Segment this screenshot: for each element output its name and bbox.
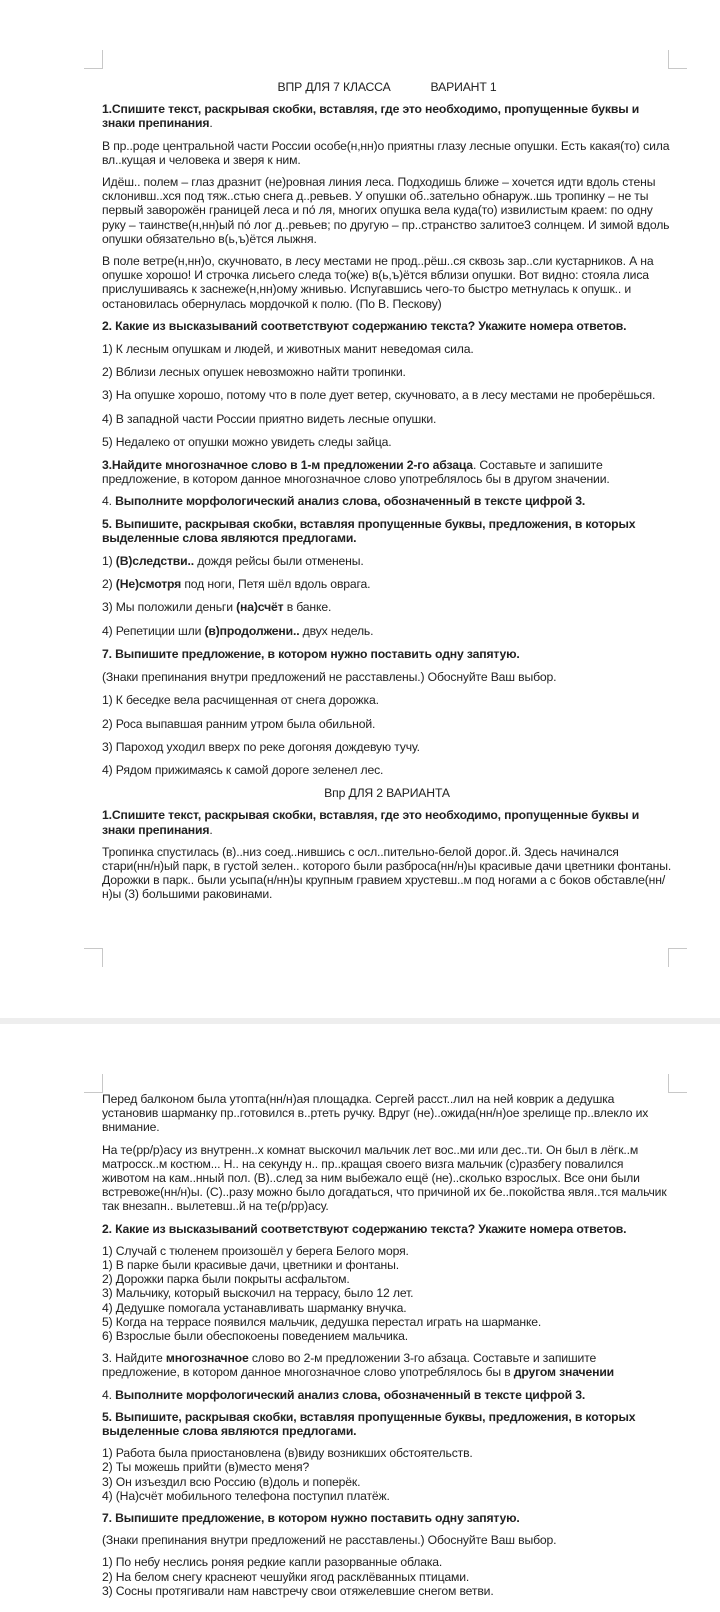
v2-task7-options — [102, 1555, 672, 1598]
task5-option: 1) (В)следстви.. дождя рейсы были отменены. — [102, 554, 364, 569]
task7-option: 3) Пароход уходил вверх по реке догоняя дождевую тучу. — [102, 739, 420, 754]
task2-option: 2) Вблизи лесных опушек невозможно найти тропинки. — [102, 365, 406, 380]
v2-task5-option: 1) Работа была приостановлена (в)виду возникших обстоятельств. — [102, 1446, 473, 1461]
task1-paragraph: В пр..роде центральной части России особе(н,нн)о приятны глазу лесные опушки. Есть какая(то) сила вл..кущая и человека и зверя к ним. — [102, 138, 670, 167]
task5-option: 2) (Не)смотря под ноги, Петя шёл вдоль оврага. — [102, 577, 371, 592]
task4-heading: 4. Выполните морфологический анализ слова, обозначенный в тексте цифрой 3. — [102, 494, 586, 509]
v2-task4-heading: 4. Выполните морфологический анализ слова, обозначенный в тексте цифрой 3. — [102, 1387, 586, 1402]
v2-text-paragraph: На те(рр/р)асу из внутренн..х комнат выскочил мальчик лет вос..ми или дес..ти. Он был в лёгк..м матросск..м костюм... Н.. на секунду н.. пр..кращая своего визга мальчик (с)разбегу повалился животом на кам..нный пол. (В)..след за ним выбежало ещё (не)..сколько взрослых. Все они были встревоже(нн/н)ы. (С)..разу можно было догадаться, что причиной их бе..покойства явля..тся мальчик так внезапн.. вылетевш..й на те(р/рр)асу. — [102, 1142, 667, 1214]
page-corner-mark — [84, 948, 103, 967]
v2-task2-option: 1) Случай с тюленем произошёл у берега Белого моря. — [102, 1243, 409, 1258]
task5-option: 4) Репетиции шли (в)продолжени.. двух недель. — [102, 623, 374, 638]
task3-heading: 3.Найдите многозначное слово в 1-м предложении 2-го абзаца. Составьте и запишите предложение, в котором данное многозначное слово употреблялось бы в другом значении. — [102, 458, 610, 487]
task2-option: 1) К лесным опушкам и людей, и животных манит неведомая сила. — [102, 342, 474, 357]
task1-paragraph: В поле ветре(н,нн)о, скучновато, в лесу местами не прод..рёш..ся сквозь зар..сли кустарников. А на опушке хорошо! И строчка лисьего следа то(же) в(ь,ъ)ётся вблизи опушки. Вот видно: стояла лиса прислушиваясь к заснеже(н,нн)ому жнивью. Испугавшись чего-то быстро метнулась к опушк.. и остановилась обернулась мордочкой к полю. (По В. Пескову) — [102, 254, 654, 311]
v2-task7-note: (Знаки препинания внутри предложений не расставлены.) Обоснуйте Ваш выбор. — [102, 1533, 557, 1548]
task7-heading: 7. Выпишите предложение, в котором нужно поставить одну запятую. — [102, 646, 520, 661]
v2-text-paragraph: Перед балконом была утопта(нн/н)ая площадка. Сергей расст..лил на ней коврик а дедушка установив шарманку пр..готовился в..ртеть ручку. Вдруг (не)..ожида(нн/н)ое зрелище пр..влекло их внимание. — [102, 1092, 649, 1135]
v2-task1-heading: 1.Спишите текст, раскрывая скобки, вставляя, где это необходимо, пропущенные буквы и знаки препинания. — [102, 808, 640, 837]
page-title — [102, 80, 672, 94]
v2-task3-heading: 3. Найдите многозначное слово во 2-м предложении 3-го абзаца. Составьте и запишите предложение, в котором данное многозначное слово употреблялось бы в другом значении — [102, 1351, 615, 1380]
task7-option: 2) Роса выпавшая ранним утром была обильной. — [102, 716, 376, 731]
page-corner-mark — [84, 1074, 103, 1093]
task7-option: 4) Рядом прижимаясь к самой дороге зеленел лес. — [102, 762, 384, 777]
task5-option: 3) Мы положили деньги (на)счёт в банке. — [102, 600, 332, 615]
page-corner-mark — [668, 1074, 687, 1093]
v2-task5-option: 4) (На)счёт мобильного телефона поступил платёж. — [102, 1488, 390, 1503]
task5-heading: 5. Выпишите, раскрывая скобки, вставляя пропущенные буквы, предложения, в которых выделенные слова являются предлогами. — [102, 516, 636, 545]
v2-task7-option: 1) По небу неслись роняя редкие капли разорванные облака. — [102, 1555, 443, 1570]
v2-task7-option: 2) На белом снегу краснеют чешуйки ягод расклёванных птицами. — [102, 1569, 470, 1584]
title-class: ВПР ДЛЯ 7 КЛАССА — [277, 80, 391, 94]
v2-task2-options — [102, 1244, 672, 1343]
v2-task5-heading: 5. Выпишите, раскрывая скобки, вставляя пропущенные буквы, предложения, в которых выделенные слова являются предлогами. — [102, 1409, 636, 1439]
task2-option: 5) Недалеко от опушки можно увидеть следы зайца. — [102, 434, 392, 449]
v2-task2-option: 1) В парке были красивые дачи, цветники и фонтаны. — [102, 1258, 399, 1273]
page-corner-mark — [84, 50, 103, 69]
task7-option: 1) К беседке вела расчищенная от снега дорожка. — [102, 693, 379, 708]
v2-task5-options — [102, 1446, 672, 1503]
v2-task2-option: 4) Дедушке помогала устанавливать шарманку внучка. — [102, 1300, 407, 1315]
task7-note: (Знаки препинания внутри предложений не расставлены.) Обоснуйте Ваш выбор. — [102, 670, 557, 685]
page-corner-mark — [668, 50, 687, 69]
page-corner-mark — [668, 948, 687, 967]
v2-task1-paragraph: Тропинка спустилась (в)..низ соед..нившись с осл..пительно-белой дорог..й. Здесь начинался стари(нн/н)ый парк, в густой зелен.. которого были разброса(нн/н)ы красивые дачи цветники фонтаны. Дорожки в парк.. были усыпа(н/нн)ы крупным гравием хрустевш..м под ногами а с боков обставле(нн/н)ы (3) большими раковинами. — [102, 844, 672, 902]
task2-heading: 2. Какие из высказываний соответствуют содержанию текста? Укажите номера ответов. — [102, 318, 627, 333]
v2-task2-option: 2) Дорожки парка были покрыты асфальтом. — [102, 1272, 350, 1287]
task1-paragraph: Идёш.. полем – глаз дразнит (не)ровная линия леса. Подходишь ближе – хочется идти вдоль стены склонивш..хся под тяж..стью снега д..ревьев. У опушки об..зательно обнаруж..шь тропинку – не ты первый заворожён границей леса и по́ ля, многих опушка вела куда(то) извилистым краем: по одну руку – таинстве(н,нн)ый по́ лог д..ревьев; по другую – пр..странство залитое3 солнцем. И зимой вдоль опушки обязательно в(ь,ъ)ётся лыжня. — [102, 175, 670, 246]
v2-task5-option: 3) Он изъездил всю Россию (в)доль и поперёк. — [102, 1474, 361, 1489]
v2-task7-option: 3) Сосны протягивали нам навстречу свои отяжелевшие снегом ветви. — [102, 1583, 494, 1598]
variant2-title: Впр ДЛЯ 2 ВАРИАНТА — [324, 786, 450, 801]
v2-task5-option: 2) Ты можешь прийти (в)место меня? — [102, 1460, 310, 1475]
task2-option: 4) В западной части России приятно видеть лесные опушки. — [102, 411, 437, 426]
task2-option: 3) На опушке хорошо, потому что в поле дует ветер, скучновато, а в лесу местами не проберёшься. — [102, 388, 656, 403]
title-variant: ВАРИАНТ 1 — [430, 80, 497, 94]
page-2-content — [102, 1092, 672, 1606]
v2-task2-option: 6) Взрослые были обеспокоены поведением мальчика. — [102, 1329, 409, 1344]
v2-task2-option: 3) Мальчику, который выскочил на террасу, было 12 лет. — [102, 1286, 414, 1301]
v2-task2-option: 5) Когда на террасе появился мальчик, дедушка перестал играть на шарманке. — [102, 1314, 542, 1329]
page-1-content — [102, 80, 672, 910]
task1-heading: 1.Спишите текст, раскрывая скобки, вставляя, где это необходимо, пропущенные буквы и знаки препинания. — [102, 102, 640, 131]
v2-task2-heading: 2. Какие из высказываний соответствуют содержанию текста? Укажите номера ответов. — [102, 1221, 627, 1236]
v2-task7-heading: 7. Выпишите предложение, в котором нужно поставить одну запятую. — [102, 1511, 520, 1526]
